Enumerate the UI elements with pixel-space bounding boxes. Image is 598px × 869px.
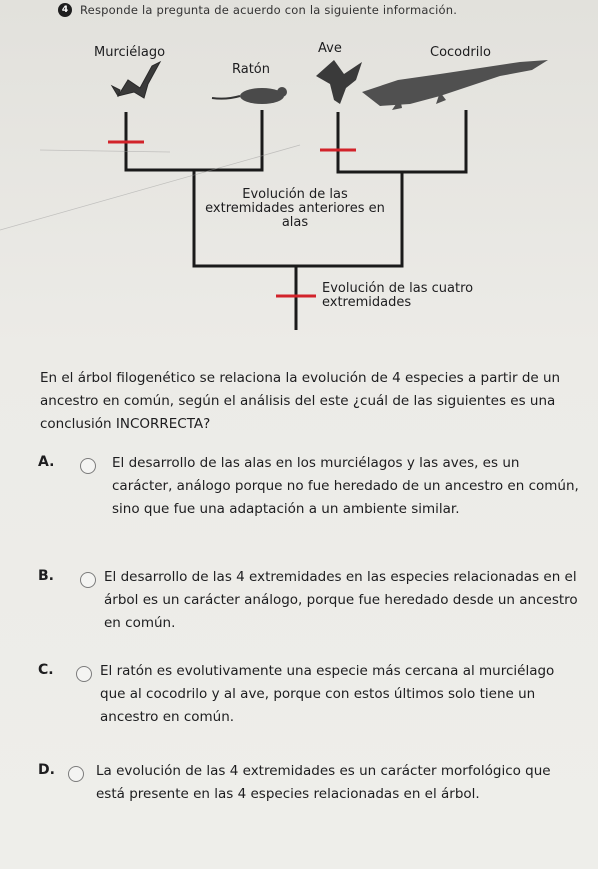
option-b-letter: B. xyxy=(38,568,54,584)
mouse-illustration xyxy=(212,87,287,104)
option-a-radio[interactable] xyxy=(80,458,96,474)
branch-bat-mouse xyxy=(126,110,262,170)
option-d-radio[interactable] xyxy=(68,766,84,782)
question-number-badge: 4 xyxy=(58,3,72,17)
species-label-bird: Ave xyxy=(318,41,342,56)
option-c-radio[interactable] xyxy=(76,666,92,682)
bird-illustration xyxy=(316,60,362,104)
event-label-wings: Evolución de las extremidades anteriores en alas xyxy=(205,187,385,230)
event-label-limbs: Evolución de las cuatro extremidades xyxy=(322,281,474,310)
option-b-text: El desarrollo de las 4 extremidades en las especies relacionadas en el árbol es un carácter análogo, porque fue heredado desde un ancestro en común. xyxy=(104,569,578,631)
bat-illustration xyxy=(112,62,160,98)
option-a-text: El desarrollo de las alas en los murciélagos y las aves, es un carácter, análogo porque no fue heredado de un ancestro en común, sino que fue una adaptación a un ambiente similar. xyxy=(112,455,579,517)
species-label-mouse: Ratón xyxy=(232,62,271,77)
option-c-text: El ratón es evolutivamente una especie más cercana al murciélago que al cocodrilo y al ave, porque con estos últimos solo tiene un ancestro en común. xyxy=(100,663,555,725)
species-label-crocodile: Cocodrilo xyxy=(430,45,491,60)
option-c-letter: C. xyxy=(38,662,54,678)
crocodile-illustration xyxy=(362,60,548,110)
branch-bird-crocodile xyxy=(338,110,466,172)
question-instruction: Responde la pregunta de acuerdo con la siguiente información. xyxy=(80,3,458,17)
option-d-letter: D. xyxy=(38,762,55,778)
question-stem: En el árbol filogenético se relaciona la evolución de 4 especies a partir de un ancestro en común, según el análisis del este ¿cuál de las siguientes es una conclusión INCORRECTA? xyxy=(40,370,561,432)
option-a-letter: A. xyxy=(38,454,55,470)
phylogenetic-tree xyxy=(0,0,598,350)
option-b-radio[interactable] xyxy=(80,572,96,588)
species-label-bat: Murciélago xyxy=(94,45,166,60)
option-d-text: La evolución de las 4 extremidades es un carácter morfológico que está presente en las 4 especies relacionadas en el árbol. xyxy=(96,763,551,802)
